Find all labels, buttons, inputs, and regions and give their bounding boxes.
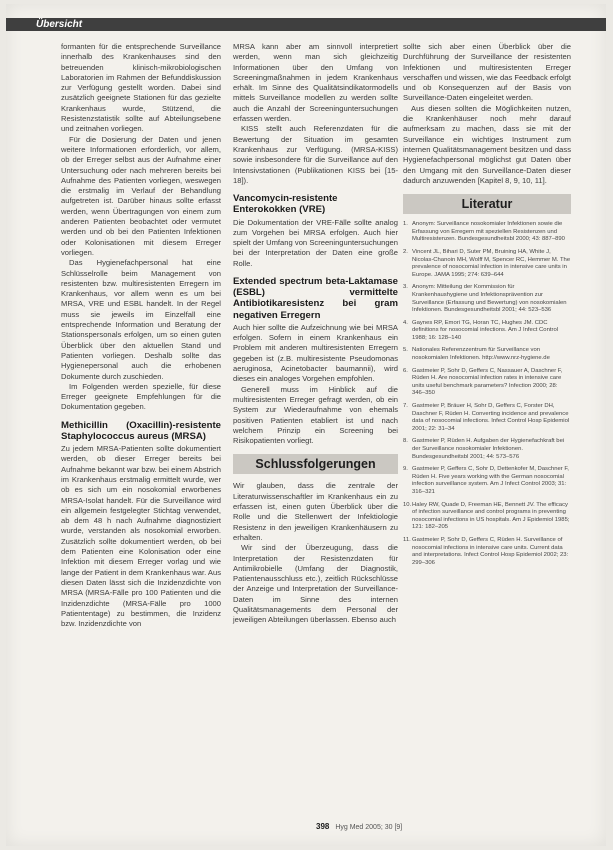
reference-text: Gastmeier P, Sohr D, Geffers C, Nassauer A, Daschner F, Rüden H. Are nosocomial infection rates in intensive care units useful benchmark parameters? Infection 2000; 28: 346–350	[412, 367, 563, 397]
reference-list	[403, 221, 571, 567]
paragraph: Das Hygienefachpersonal hat eine Schlüsselrolle beim Management von resistenten bzw. multiresistenten Erregern im Krankenhaus, vor allem wenn es um bei MRSA, VRE und ESBL handelt. In der Regel muss sie jeweils im Einzelfall eine entsprechende Information und Beratung der Stationspersonals erfolgen, um so einen guten Überblick über den aktuellen Stand und Patienten vorliegen. Deshalb sollte das Hygienepersonal auch die erhobenen Dokumente durch zuschieden.	[61, 258, 221, 381]
reference-text: Haley RW, Quade D, Freeman HE, Bennett JV. The efficacy of infection surveillance and control programs in preventing nosocomial infections in US hospitals. Am J Epidemiol 1985; 121: 182–205	[412, 501, 570, 531]
reference-number: 8.	[403, 438, 408, 445]
reference-number: 5.	[403, 347, 408, 354]
reference-item	[403, 537, 571, 567]
column-1	[61, 42, 221, 629]
reference-item	[403, 502, 571, 532]
page-footer	[316, 822, 402, 831]
journal-citation: Hyg Med 2005; 30 [9]	[335, 824, 403, 831]
paragraph: Zu jedem MRSA-Patienten sollte dokumentiert werden, ob dieser Erreger bereits bei Aufnahme bekannt war bzw. bei einem Abstrich im Krankenhaus erstmalig ermittelt wurde, wer ob es sich um ein nosokomial erworbenes MRSA-Isolat handelt. Für die Surveillance wird ein allgemein festgelegter Stichtag verwendet, ab dem 48 h nach Aufnahme diagnostiziert wurde, verstanden als nosokomial erworben. Zusätzlich sollte dokumentiert werden, ob bei dem Patienten eine Kolonisation oder eine Infektion mit diesem Erreger vorlag und wie lange der Patient in dem Krankenhaus war. Aus diesen Daten lässt sich die Inzidenzdichte von MRSA (MRSA-Fälle pro 100 Patienten und die Inzidenzdichte (MRSA-Fälle pro 1000 Patiententage) zu bestimmen, die Inzidenz bzw. Inzidenzdichte von	[61, 444, 221, 629]
reference-number: 7.	[403, 403, 408, 410]
reference-number: 3.	[403, 284, 408, 291]
reference-item	[403, 221, 571, 244]
reference-text: Gastmeier P, Rüden H. Aufgaben der Hygienefachkraft bei der Surveillance nosokomialer Infektionen. Bundesgesundheitsbl 2001; 44: 573–576	[412, 438, 565, 460]
reference-text: Gastmeier P, Geffers C, Sohr D, Dettenkofer M, Daschner F, Rüden H. Five years working with the German nosocomial infection surveillance system. Am J Infect Control 2003; 31: 316–321	[412, 466, 569, 495]
reference-item	[403, 249, 571, 279]
section-heading-vre: Vancomycin-resistente Enterokokken (VRE)	[233, 193, 338, 216]
conclusions-heading-box	[233, 454, 398, 474]
paragraph: Aus diesen sollten die Möglichkeiten nutzen, die Krankenhäuser noch mehr darauf aufmerksam zu machen, dass sie mit der Surveillance ein wichtiges Instrument zum internen Qualitätsmanagement besitzen und dass Hygienefachpersonal möglichst gut Daten über den Umgang mit den Surveillance-Daten dieser dadurch anzuwenden [Kapitel 8, 9, 10, 11].	[403, 103, 571, 185]
section-heading-esbl: Extended spectrum beta-Laktamase (ESBL) vermittelte Antibiotikaresistenz bei gram negativen Erregern	[233, 276, 398, 321]
paragraph: Wir sind der Überzeugung, dass die Interpretation der Resistenzdaten für Antimikrobielle (Umfang der Diagnostik, Patientenausschluss etc.), zeitlich Rückschlüsse der Anzeige und Interpretation der Surveillance-Daten im Sinne des internen Qualitätsmanagements dem Personal der jeweiligen Abteilungen überlassen. Ebenso auch	[233, 543, 398, 625]
column-3	[403, 42, 571, 572]
reference-item	[403, 347, 571, 362]
reference-text: Vincent JL, Bihari D, Suter PM, Bruining HA, White J, Nicolas-Chanoin MH, Wolff M, Spencer RC, Hemmer M. The prevalence of nosocomial infection in intensive care units in Europe. JAMA 1995; 274: 639–644	[412, 248, 571, 278]
column-2	[233, 42, 398, 626]
reference-text: Anonym: Surveillance nosokomialer Infektionen sowie die Erfassung von Erregern mit speziellen Resistenzen und Multiresistenzen. Bundesgesundheitsbl 2000; 43: 887–890	[412, 221, 565, 243]
page-number: 398	[316, 822, 330, 831]
reference-text: Gastmeier P, Bräuer H, Sohr D, Geffers C, Forster DH, Daschner F, Rüden H. Converting incidence and prevalence data of nosocomial infections. Infect Control Hosp Epidemiol 2001; 22: 31–34	[412, 403, 570, 432]
reference-item	[403, 466, 571, 496]
reference-text: Anonym: Mitteilung der Kommission für Krankenhaushygiene und Infektionsprävention zur Surveillance (Erfassung und Bewertung) von nosokomialen Infektionen. Bundesgesundheitsbl 2001; 44: 523–536	[412, 284, 567, 314]
reference-item	[403, 320, 571, 343]
paragraph: sollte sich aber einen Überblick über die Durchführung der Surveillance der resistenten Infektionen und multiresistenten Erreger verschaffen und wissen, wie das Feedback erfolgt und ob Konsequenzen auf der Basis von Surveillance-Daten eingeleitet werden.	[403, 42, 571, 103]
paragraph: MRSA kann aber am sinnvoll interpretiert werden, wenn man sich gleichzeitig Informationen über den Umfang von Screeningmaßnahmen in jedem Krankenhaus erhält. Im Sinne des Qualitätsindikatormodells mittels Surveillance modellen zu werden sollte auch die Anzahl der Screeninguntersuchungen erfassen werden.	[233, 42, 398, 124]
conclusions-heading: Schlussfolgerungen	[255, 457, 376, 472]
paragraph: Für die Dosierung der Daten und jenen weitere Informationen erforderlich, vor allem, ob der Erreger selbst aus der Aufnahme einer Untersuchung oder nach mehreren bereits bei Aufnahme des Patienten vorliegen, weswegen die erstmalig im Verlauf der Behandlung aufgetreten ist. Darüber hinaus sollte erfasst werden, wenn Übertragungen von einem zum anderen Patienten beobachtet oder vermutet werden und ob bei den Patienten Infektionen oder Kolonisationen mit diesem Erreger vorliegen.	[61, 134, 221, 257]
section-heading-mrsa: Methicillin (Oxacillin)-resistente Staphylococcus aureus (MRSA)	[61, 419, 221, 442]
reference-number: 4.	[403, 319, 408, 326]
reference-number: 11.	[403, 536, 411, 543]
section-header-label: Übersicht	[36, 19, 83, 30]
paragraph: KISS stellt auch Referenzdaten für die Bewertung der Situation im gesamten Krankenhaus zur Verfügung. (MRSA-KISS) sowie insbesondere für die Surveillance auf den Intensivstationen (Publikationen KISS bei [15-18]).	[233, 124, 398, 185]
reference-text: Nationales Referenzzentrum für Surveillance von nosokomialen Infektionen. http://www.nrz-hygiene.de	[412, 347, 550, 362]
paragraph: Im Folgenden werden spezielle, für diese Erreger geeignete Empfehlungen für die Dokumentation gegeben.	[61, 381, 221, 412]
reference-number: 6.	[403, 367, 408, 374]
paragraph: formanten für die entsprechende Surveillance innerhalb des Krankenhauses sind den betreuenden klinisch-mikrobiologischen Laboratorien im Rahmen der Befunddiskussion zur Verfügung gestellt worden. Dabei sind zusätzlich geeignete Stationen für das gezielte Krankenhaus wurde, Stützend, die Resistenzstatistik sollte auf Abteilungsebene und zeitnahen vorliegen.	[61, 42, 221, 134]
reference-item	[403, 368, 571, 398]
paragraph: Die Dokumentation der VRE-Fälle sollte analog zum Vorgehen bei MRSA erfolgen. Auch hier spielt der Umfang von Screeninguntersuchungen bei der Interpretation der Daten eine große Rolle.	[233, 217, 398, 268]
reference-number: 1.	[403, 221, 408, 228]
paragraph: Wir glauben, dass die zentrale der Literaturwissenschaftler im Krankenhaus ein zu erfassen ist, einen guten Überblick über die Rolle und die Stellenwert der Infektiologie Resistenz in den jeweiligen Krankenhäusern zu erhalten.	[233, 481, 398, 542]
reference-number: 9.	[403, 466, 408, 473]
reference-text: Gaynes RP, Emori TG, Horan TC, Hughes JM. CDC definitions for nosocomial infections. Am J Infect Control 1988; 16: 128–140	[412, 319, 559, 341]
reference-item	[403, 284, 571, 314]
references-heading: Literatur	[461, 197, 513, 212]
reference-item	[403, 438, 571, 461]
document-page	[6, 4, 606, 846]
section-header-bar	[6, 18, 606, 31]
reference-text: Gastmeier P, Sohr D, Geffers C, Rüden H. Surveillance of nosocomial infections in intensive care units. Current data and interpretations. Infect Control Hosp Epidemiol 2002; 23: 299–306	[412, 536, 569, 566]
references-heading-box	[403, 194, 571, 214]
paragraph: Auch hier sollte die Aufzeichnung wie bei MRSA erfolgen. Sofern in einem Krankenhaus ein Problem mit anderen multiresistenten Erregern gegeben ist (z.B. multiresistente Pseudomonas aeruginosa, Acinetobacter baumannii), wird dieses ein analoges Vorgehen empfohlen.	[233, 322, 398, 384]
paragraph: Generell muss im Hinblick auf die multiresistenten Erreger gefragt werden, ob ein System zur Wiederaufnahme von ehemals positiven Patienten etabliert ist und nach welchem Prinzip ein Screening bei Risikopatienten vorliegt.	[233, 384, 398, 446]
reference-item	[403, 403, 571, 433]
reference-number: 10.	[403, 501, 412, 508]
reference-number: 2.	[403, 248, 408, 255]
